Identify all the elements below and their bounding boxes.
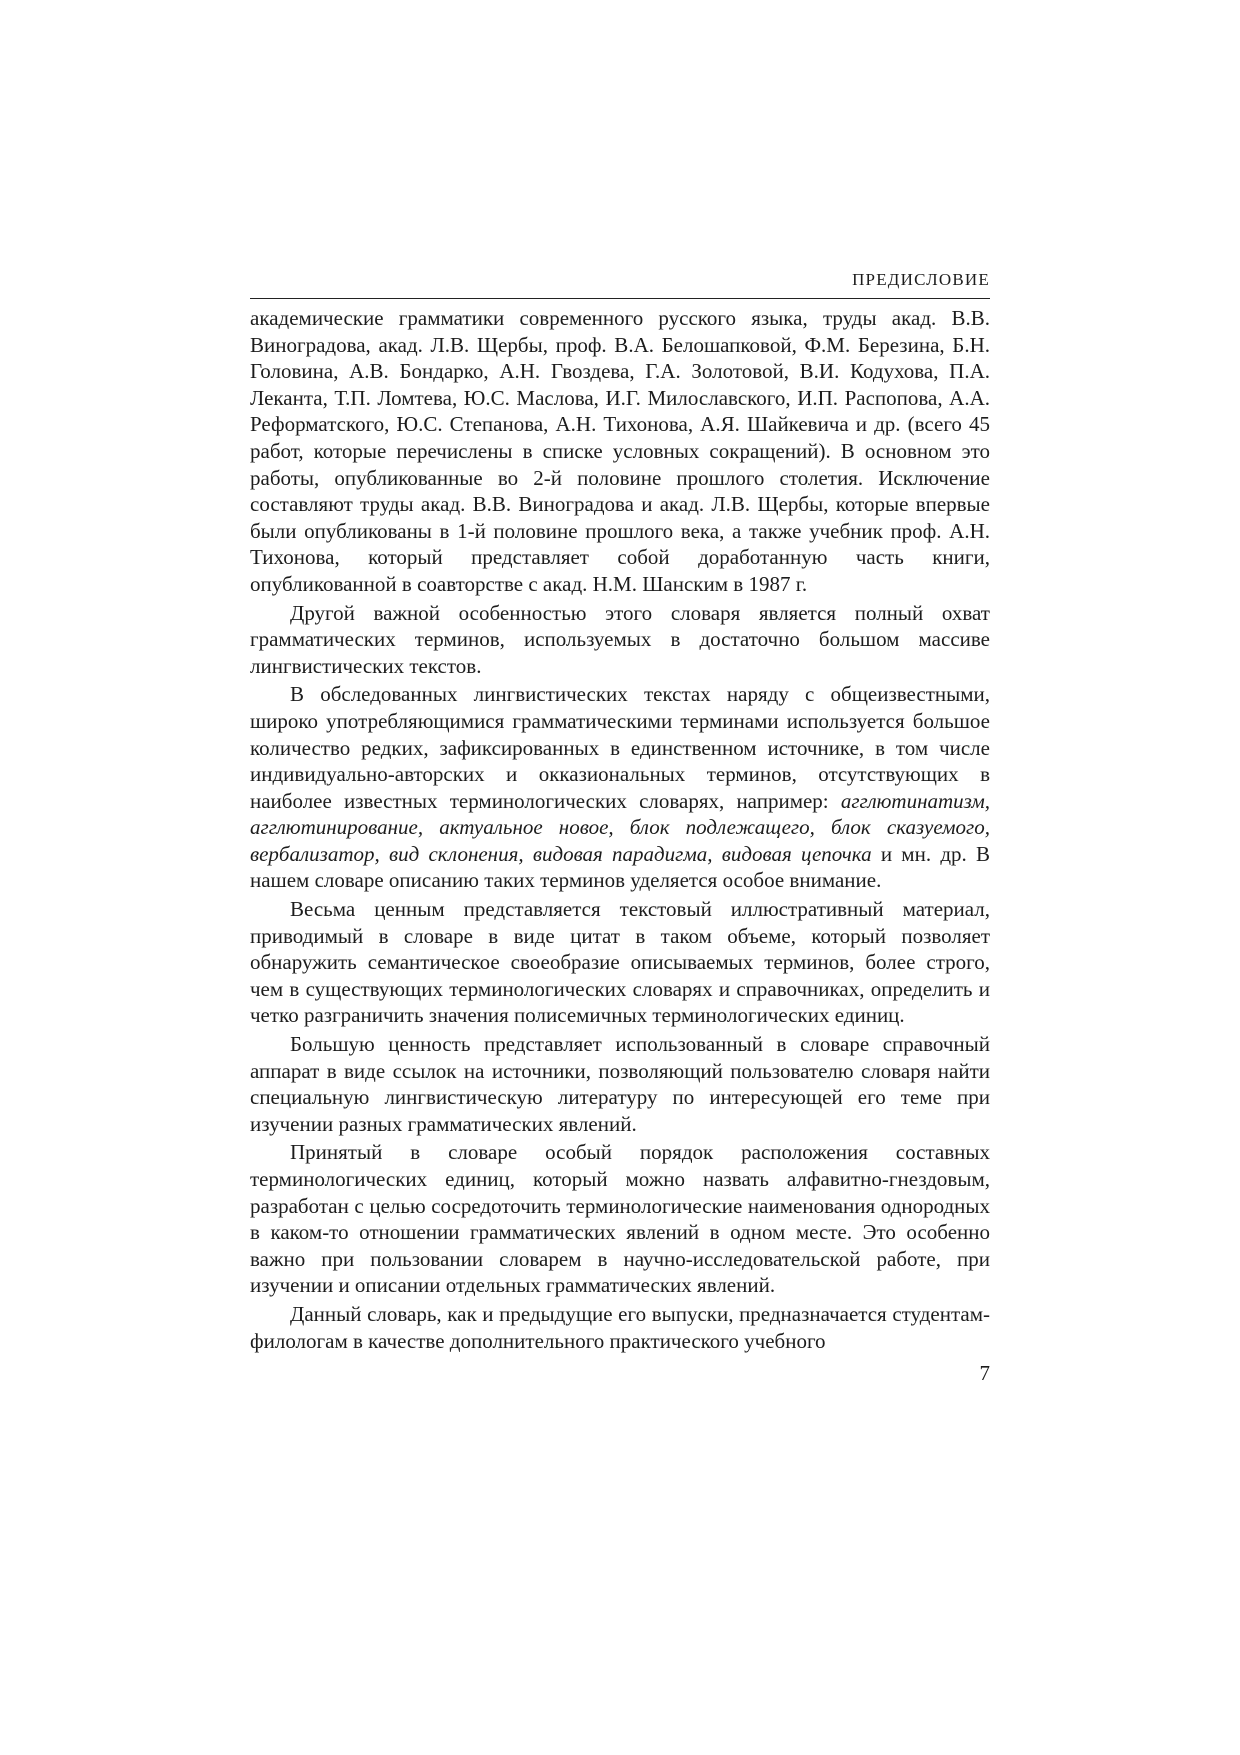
paragraph-text: В обследованных лингвистических текстах наряду с общеизвестными, широко употребляющимися грамматическими терминами используется большое количество редких, зафиксированных в единственном источнике, в том числе индивидуально-авторских и окказиональных терминов, отсутствующих в наиболее известных терминологических словарях, например: (250, 682, 990, 813)
paragraph-continued: академические грамматики современного русского языка, труды акад. В.В. Виноградова, акад. Л.В. Щербы, проф. В.А. Белошапковой, Ф.М. Березина, Б.Н. Головина, А.В. Бондарко, А.Н. Гвоздева, Г.А. Золотовой, В.И. Кодухова, П.А. Леканта, Т.П. Ломтева, Ю.С. Маслова, И.Г. Милославского, И.П. Распопова, А.А. Реформатского, Ю.С. Степанова, А.Н. Тихонова, А.Я. Шайкевича и др. (всего 45 работ, которые перечислены в списке условных сокращений). В основном это работы, опубликованные во 2-й половине прошлого столетия. Исключение составляют труды акад. В.В. Виноградова и акад. Л.В. Щербы, которые впервые были опубликованы в 1-й половине прошлого века, а также учебник проф. А.Н. Тихонова, который представляет собой доработанную часть книги, опубликованной в соавторстве с акад. Н.М. Шанским в 1987 г. (250, 306, 990, 596)
paragraph: Большую ценность представляет использованный в словаре справочный аппарат в виде ссылок на источники, позволяющий пользователю словаря найти специальную лингвистическую литературу по интересующей его теме при изучении разных грамматических явлений. (250, 1032, 990, 1136)
body-text (250, 305, 990, 1354)
paragraph-with-terms (250, 681, 990, 894)
page-number: 7 (979, 1361, 990, 1386)
italic-term-examples: агглютинатизм, агглютинирование, актуальное новое, блок подлежащего, блок сказуемого, вербализатор, вид склонения, видовая парадигма, видовая цепочка (250, 788, 990, 866)
running-head: ПРЕДИСЛОВИЕ (250, 270, 990, 299)
paragraph-text: и мн. др. В нашем словаре описанию таких терминов уделяется особое внимание. (250, 841, 990, 893)
paragraph: Весьма ценным представляется текстовый иллюстративный материал, приводимый в словаре в виде цитат в таком объеме, который позволяет обнаружить семантическое своеобразие описываемых терминов, более строго, чем в существующих терминологических словарях и справочниках, определить и четко разграничить значения полисемичных терминологических единиц. (250, 897, 990, 1028)
paragraph: Данный словарь, как и предыдущие его выпуски, предназначается студентам-филологам в качестве дополнительного практического учебного (250, 1301, 990, 1353)
book-page (250, 270, 990, 1386)
paragraph: Другой важной особенностью этого словаря является полный охват грамматических терминов, используемых в достаточно большом массиве лингвистических текстов. (250, 600, 990, 678)
paragraph: Принятый в словаре особый порядок расположения составных терминологических единиц, который можно назвать алфавитно-гнездовым, разработан с целью сосредоточить терминологические наименования однородных в каком-то отношении грамматических явлений в одном месте. Это особенно важно при пользовании словарем в научно-исследовательской работе, при изучении и описании отдельных грамматических явлений. (250, 1140, 990, 1298)
